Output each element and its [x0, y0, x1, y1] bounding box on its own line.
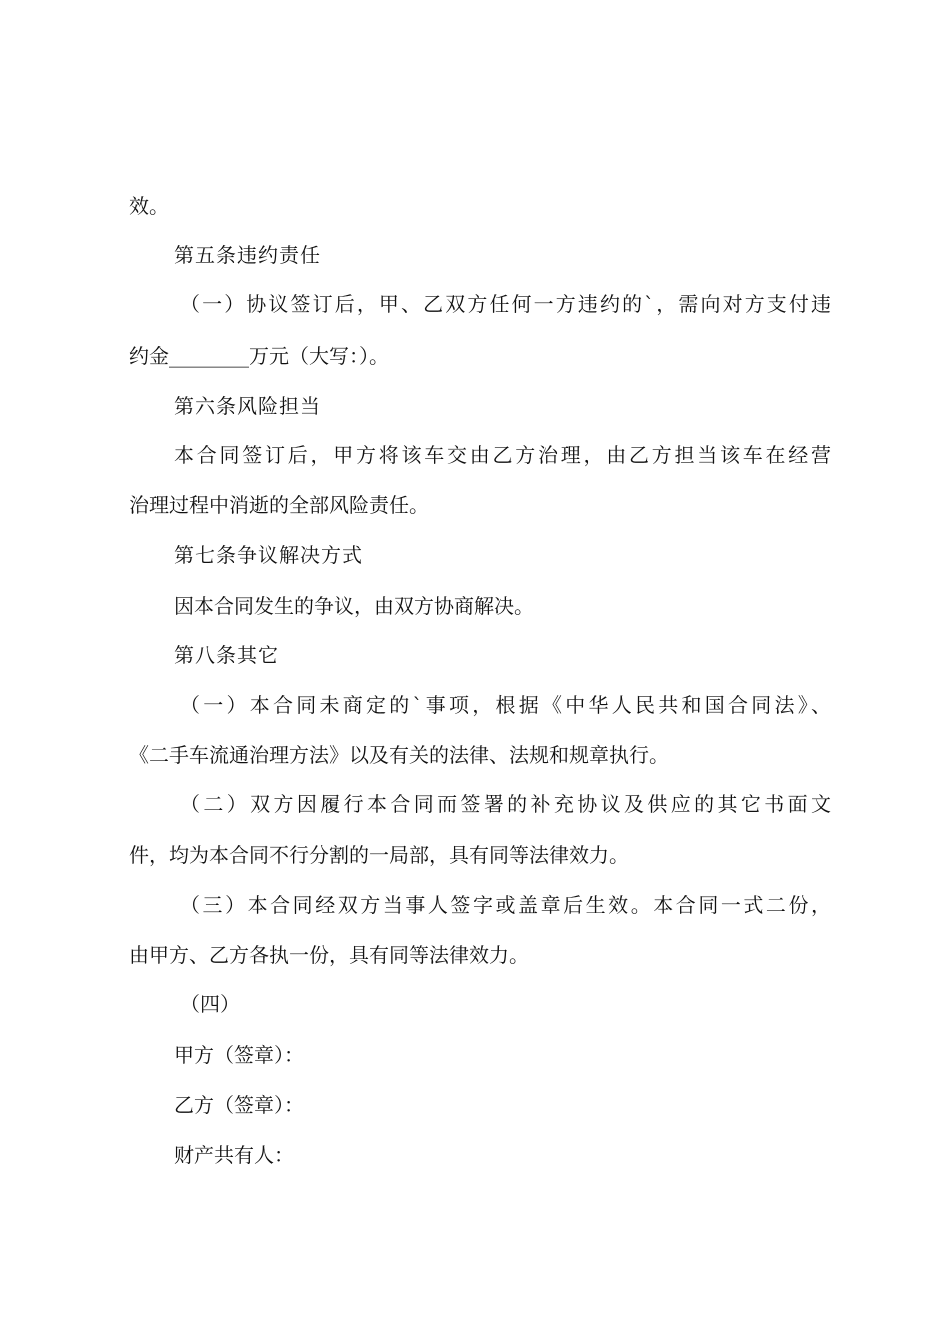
article-5-clause-1-line-1: （一）协议签订后，甲、乙双方任何一方违约的`，需向对方支付违	[180, 292, 831, 316]
article-8-clause-2-line-2: 件，均为本合同不行分割的一局部，具有同等法律效力。	[129, 843, 629, 867]
article-6-heading: 第六条风险担当	[174, 394, 321, 418]
article-8-heading: 第八条其它	[174, 643, 279, 667]
article-6-body-line-1: 本合同签订后，甲方将该车交由乙方治理，由乙方担当该车在经营	[174, 443, 831, 467]
article-8-clause-4: （四）	[180, 992, 240, 1016]
co-owner-label: 财产共有人：	[174, 1143, 294, 1167]
paragraph-continuation: 效。	[129, 194, 169, 218]
article-8-clause-1-line-1: （一）本合同未商定的`事项，根据《中华人民共和国合同法》、	[180, 693, 831, 717]
article-6-body-line-2: 治理过程中消逝的全部风险责任。	[129, 493, 429, 517]
article-5-clause-1-line-2: 约金________万元（大写：）。	[129, 344, 389, 368]
article-8-clause-3-line-1: （三）本合同经双方当事人签字或盖章后生效。本合同一式二份，	[180, 893, 831, 917]
party-a-signature-label: 甲方（签章）：	[174, 1043, 304, 1067]
article-7-heading: 第七条争议解决方式	[174, 543, 363, 567]
party-b-signature-label: 乙方（签章）：	[174, 1093, 304, 1117]
article-7-body: 因本合同发生的争议，由双方协商解决。	[174, 594, 534, 618]
article-8-clause-1-line-2: 《二手车流通治理方法》以及有关的法律、法规和规章执行。	[129, 743, 669, 767]
article-8-clause-3-line-2: 由甲方、乙方各执一份，具有同等法律效力。	[129, 943, 529, 967]
article-8-clause-2-line-1: （二）双方因履行本合同而签署的补充协议及供应的其它书面文	[180, 792, 831, 816]
article-5-heading: 第五条违约责任	[174, 243, 321, 267]
